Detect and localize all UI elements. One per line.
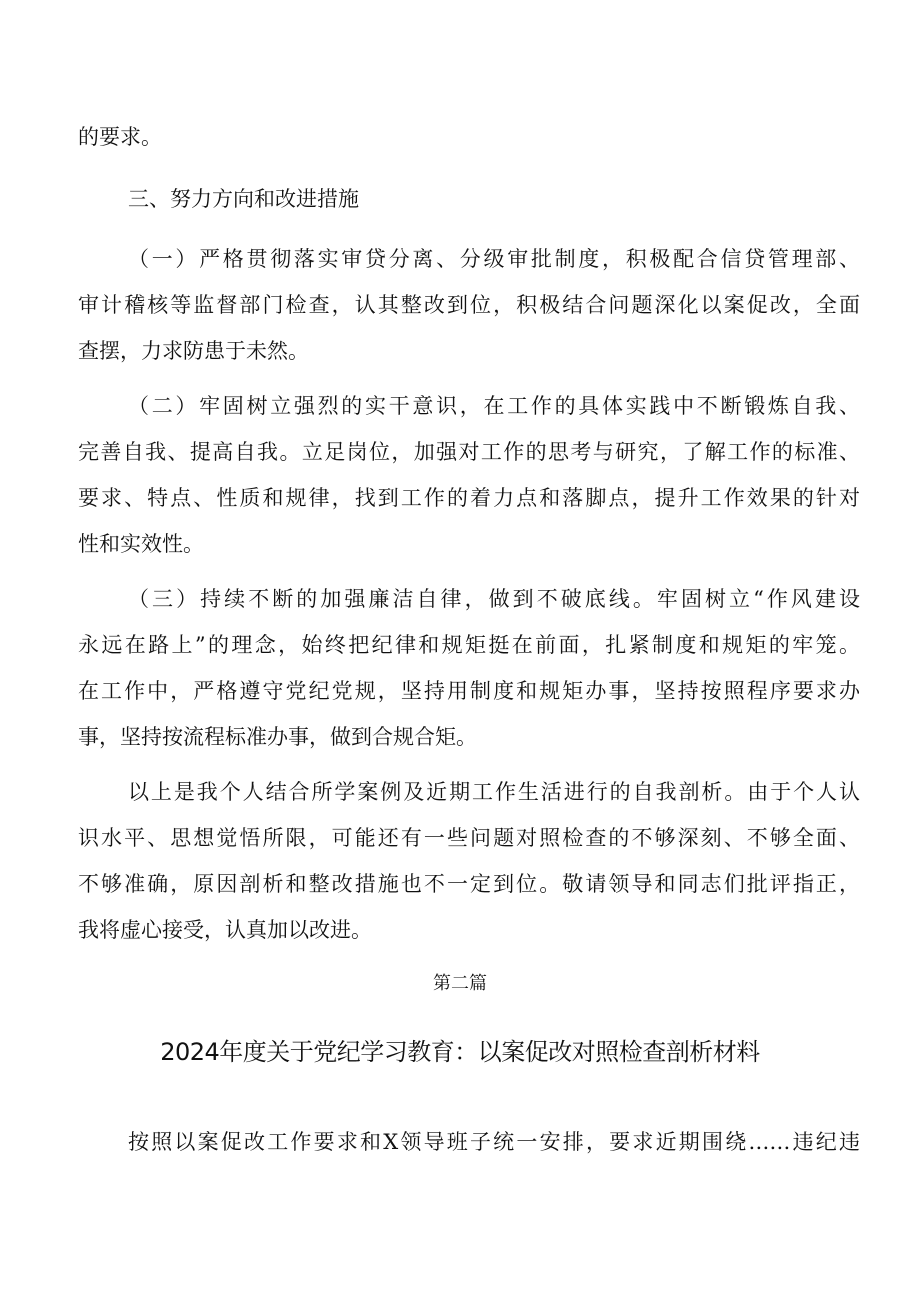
paragraph-line: （一）严格贯彻落实审贷分离、分级审批制度，积极配合信贷管理部、 (128, 247, 860, 271)
opening-paragraph-line: 按照以案促改工作要求和X领导班子统一安排，要求近期围绕……违纪违 (128, 1130, 860, 1154)
paragraph-line: 在工作中，严格遵守党纪党规，坚持用制度和规矩办事，坚持按照程序要求办 (78, 679, 860, 703)
paragraph-line: 查摆，力求防患于未然。 (78, 339, 309, 363)
paragraph-line: 永远在路上”的理念，始终把纪律和规矩挺在前面，扎紧制度和规矩的牢笼。 (78, 633, 860, 657)
paragraph-line: 识水平、思想觉悟所限，可能还有一些问题对照检查的不够深刻、不够全面、 (78, 826, 860, 850)
paragraph-line: （三）持续不断的加强廉洁自律，做到不破底线。牢固树立“作风建设 (128, 587, 860, 611)
section-heading: 三、努力方向和改进措施 (128, 187, 359, 211)
paragraph-line: 审计稽核等监督部门检查，认其整改到位，积极结合问题深化以案促改，全面 (78, 293, 860, 317)
paragraph-line: 完善自我、提高自我。立足岗位，加强对工作的思考与研究，了解工作的标准、 (78, 440, 860, 464)
paragraph-line: 不够准确，原因剖析和整改措施也不一定到位。敬请领导和同志们批评指正， (78, 872, 860, 896)
document-title: 2024年度关于党纪学习教育：以案促改对照检查剖析材料 (160, 1038, 760, 1066)
paragraph-line: （二）牢固树立强烈的实干意识，在工作的具体实践中不断锻炼自我、 (128, 394, 860, 418)
paragraph-line: 性和实效性。 (78, 532, 204, 556)
paragraph-line: 事，坚持按流程标准办事，做到合规合矩。 (78, 725, 477, 749)
part-label: 第二篇 (433, 973, 487, 994)
paragraph-line: 要求、特点、性质和规律，找到工作的着力点和落脚点，提升工作效果的针对 (78, 486, 860, 510)
paragraph-tail: 的要求。 (78, 125, 162, 149)
paragraph-line: 我将虚心接受，认真加以改进。 (78, 918, 372, 942)
paragraph-line: 以上是我个人结合所学案例及近期工作生活进行的自我剖析。由于个人认 (128, 780, 860, 804)
